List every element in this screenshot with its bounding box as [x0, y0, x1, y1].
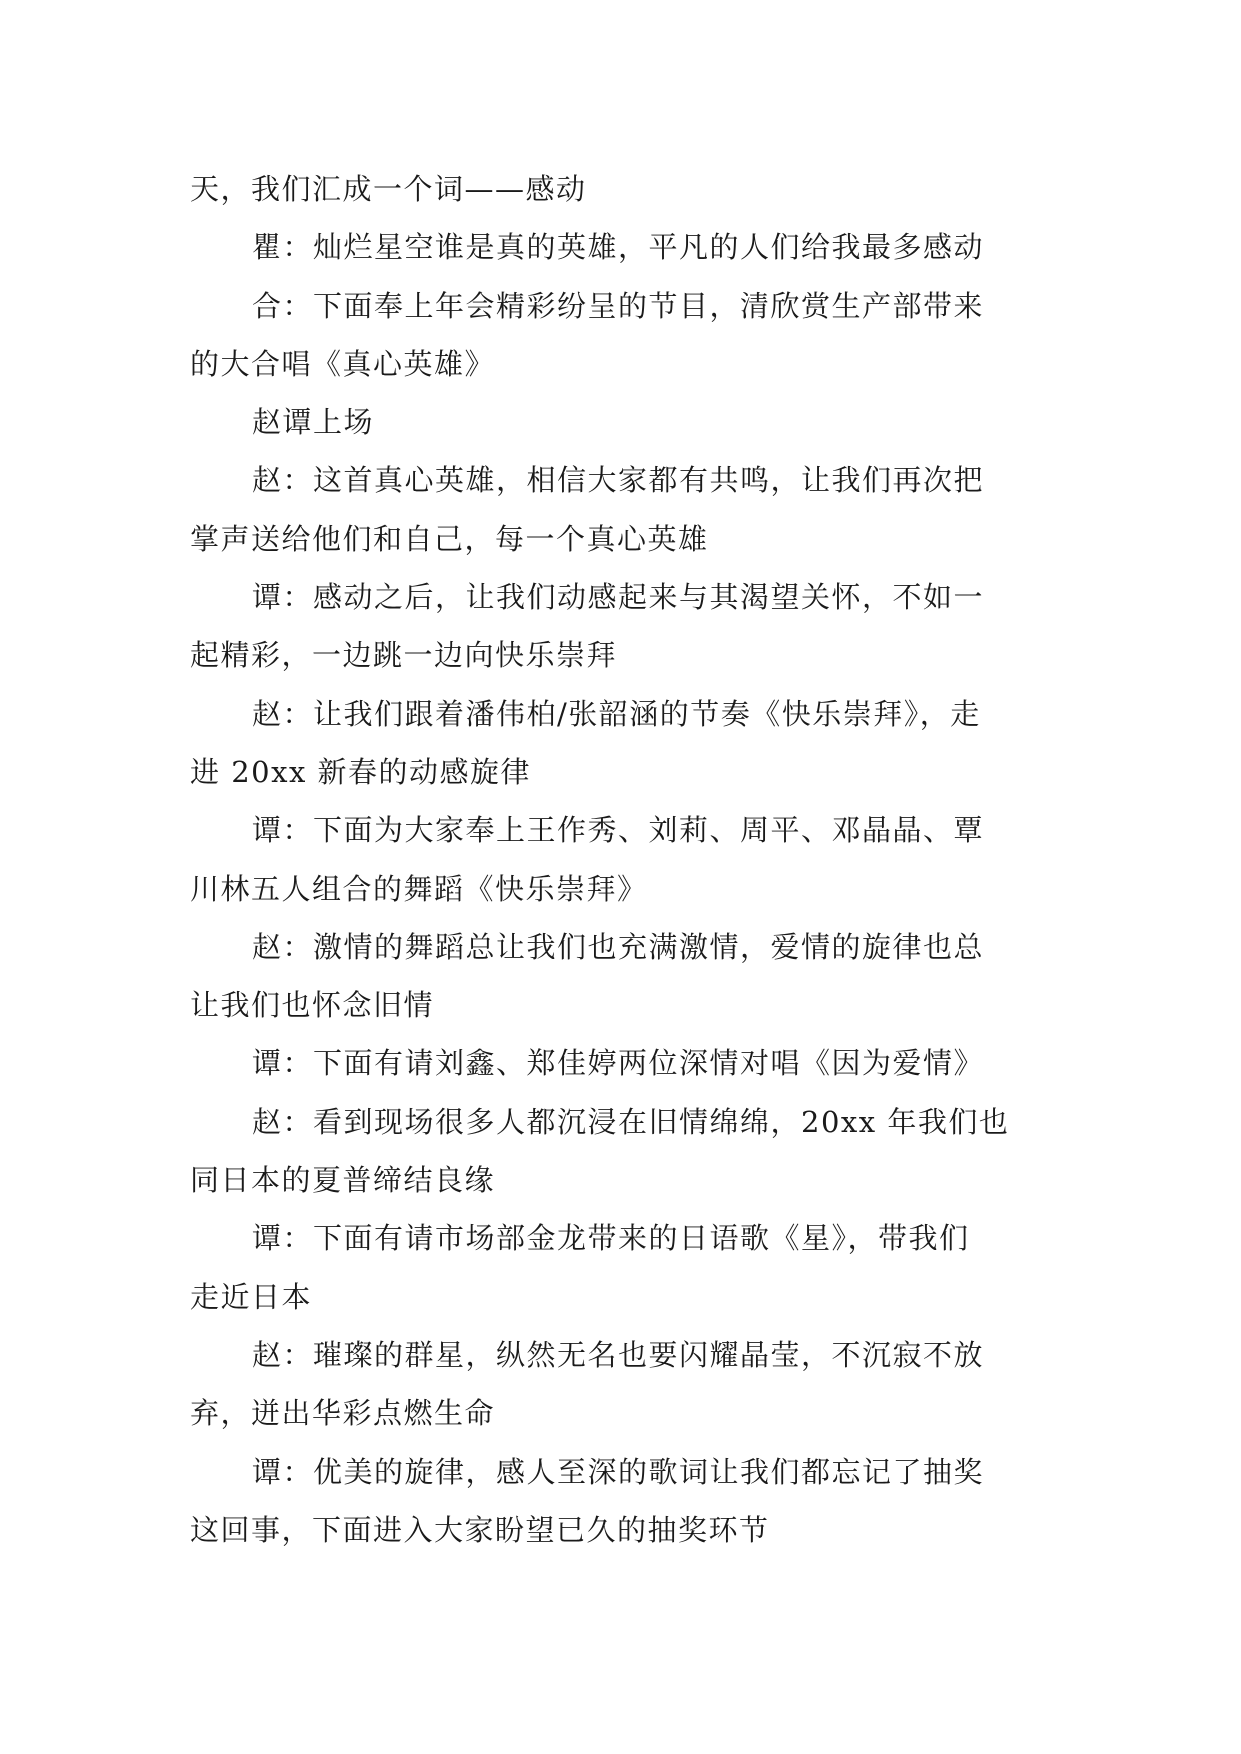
text-line: 谭：下面为大家奉上王作秀、刘莉、周平、邓晶晶、覃 [252, 813, 985, 848]
text-line: 赵：看到现场很多人都沉浸在旧情绵绵，20xx 年我们也 [252, 1104, 1010, 1139]
text-line: 同日本的夏普缔结良缘 [190, 1163, 496, 1198]
text-line: 这回事，下面进入大家盼望已久的抽奖环节 [190, 1512, 770, 1547]
text-line: 合：下面奉上年会精彩纷呈的节目，清欣赏生产部带来 [252, 288, 985, 323]
text-line: 的大合唱《真心英雄》 [190, 346, 496, 381]
text-line: 赵：这首真心英雄，相信大家都有共鸣，让我们再次把 [252, 463, 985, 498]
text-line: 赵谭上场 [252, 405, 375, 440]
text-line: 谭：感动之后，让我们动感起来与其渴望关怀，不如一 [252, 580, 985, 615]
text-line: 掌声送给他们和自己，每一个真心英雄 [190, 521, 709, 556]
text-line: 赵：激情的舞蹈总让我们也充满激情，爱情的旋律也总 [252, 929, 985, 964]
text-line: 赵：璀璨的群星，纵然无名也要闪耀晶莹，不沉寂不放 [252, 1337, 985, 1372]
text-line: 赵：让我们跟着潘伟柏/张韶涵的节奏《快乐崇拜》，走 [252, 696, 981, 731]
text-line: 让我们也怀念旧情 [190, 988, 435, 1023]
text-line: 起精彩，一边跳一边向快乐崇拜 [190, 638, 618, 673]
text-line: 瞿：灿烂星空谁是真的英雄，平凡的人们给我最多感动 [252, 230, 985, 265]
document-body [190, 160, 1050, 1559]
text-line: 谭：下面有请刘鑫、郑佳婷两位深情对唱《因为爱情》 [252, 1046, 985, 1081]
text-line: 天，我们汇成一个词——感动 [190, 172, 587, 206]
text-line: 走近日本 [190, 1279, 313, 1314]
text-line: 谭：优美的旋律，感人至深的歌词让我们都忘记了抽奖 [252, 1454, 985, 1489]
text-line: 弃，迸出华彩点燃生命 [190, 1396, 496, 1431]
text-line: 谭：下面有请市场部金龙带来的日语歌《星》，带我们 [252, 1221, 970, 1256]
text-line: 进 20xx 新春的动感旋律 [190, 754, 532, 789]
text-line: 川林五人组合的舞蹈《快乐崇拜》 [190, 871, 648, 906]
